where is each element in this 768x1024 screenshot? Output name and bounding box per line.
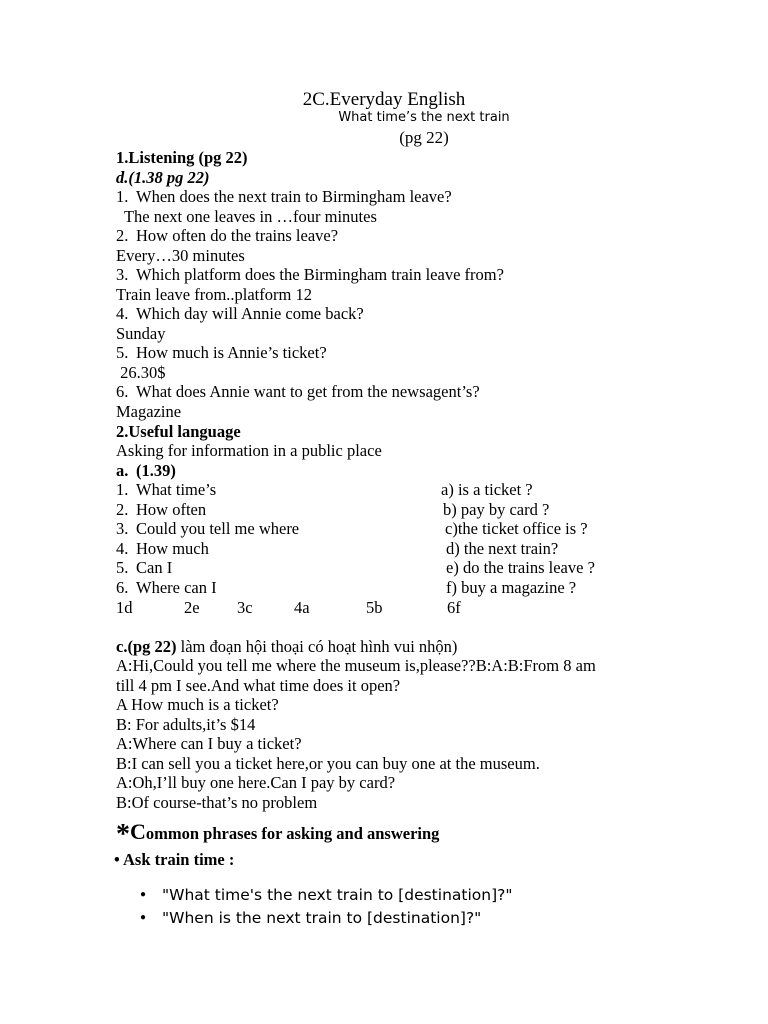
match-right-e: e) do the trains leave ? — [446, 558, 595, 577]
match-left-2: 2. How often — [116, 500, 207, 519]
question-1: 1. When does the next train to Birmingham leave? — [116, 187, 452, 206]
exercise-a-label: a. (1.39) — [116, 461, 176, 480]
question-6: 6. What does Annie want to get from the newsagent’s? — [116, 382, 480, 401]
answer-3: Train leave from..platform 12 — [116, 285, 312, 304]
match-right-a: a) is a ticket ? — [441, 480, 533, 499]
dialogue-line-3: A How much is a ticket? — [116, 695, 279, 714]
answer-key-3: 3c — [237, 598, 253, 617]
match-right-c: c)the ticket office is ? — [445, 519, 588, 538]
dialogue-line-1: A:Hi,Could you tell me where the museum is,please??B:A:B:From 8 am — [116, 656, 596, 675]
common-phrases-heading: *Common phrases for asking and answering — [116, 819, 440, 850]
match-left-4: 4. How much — [116, 539, 209, 558]
page-reference: (pg 22) — [399, 128, 449, 147]
useful-language-heading: 2.Useful language — [116, 422, 241, 441]
answer-2: Every…30 minutes — [116, 246, 245, 265]
question-2: 2. How often do the trains leave? — [116, 226, 339, 245]
page-subtitle: What time’s the next train — [338, 110, 510, 125]
dialogue-line-8: B:Of course-that’s no problem — [116, 793, 318, 812]
answer-1: The next one leaves in …four minutes — [116, 207, 377, 226]
dialogue-line-5: A:Where can I buy a ticket? — [116, 734, 302, 753]
match-right-f: f) buy a magazine ? — [446, 578, 577, 597]
match-left-6: 6. Where can I — [116, 578, 217, 597]
match-left-3: 3. Could you tell me where — [116, 519, 300, 538]
phrase-bullet-2: "When is the next train to [destination]?" — [162, 909, 482, 927]
useful-language-intro: Asking for information in a public place — [116, 441, 382, 460]
match-right-b: b) pay by card ? — [443, 500, 550, 519]
answer-key-5: 5b — [366, 598, 383, 617]
answer-key-1: 1d — [116, 598, 133, 617]
dialogue-line-2: till 4 pm I see.And what time does it open? — [116, 676, 401, 695]
answer-key-6: 6f — [447, 598, 461, 617]
answer-key-4: 4a — [294, 598, 310, 617]
answer-6: Magazine — [116, 402, 182, 421]
dialogue-line-6: B:I can sell you a ticket here,or you can buy one at the museum. — [116, 754, 540, 773]
question-3: 3. Which platform does the Birmingham train leave from? — [116, 265, 504, 284]
bullet-dot-icon: ● — [140, 889, 147, 900]
answer-4: Sunday — [116, 324, 166, 343]
dialogue-line-7: A:Oh,I’ll buy one here.Can I pay by card? — [116, 773, 396, 792]
match-right-d: d) the next train? — [446, 539, 559, 558]
phrase-bullet-1: "What time's the next train to [destination]?" — [162, 886, 513, 904]
dialogue-heading: c.(pg 22) làm đoạn hội thoại có hoạt hình vui nhộn) — [116, 637, 458, 656]
match-left-1: 1. What time’s — [116, 480, 217, 499]
question-4: 4. Which day will Annie come back? — [116, 304, 364, 323]
ask-train-time-heading: • Ask train time : — [114, 850, 235, 869]
answer-5: 26.30$ — [116, 363, 166, 382]
dialogue-line-4: B: For adults,it’s $14 — [116, 715, 256, 734]
listening-heading: 1.Listening (pg 22) — [116, 148, 248, 167]
listening-subheading: d.(1.38 pg 22) — [116, 168, 210, 187]
page-title: 2C.Everyday English — [302, 89, 466, 110]
bullet-dot-icon: ● — [140, 912, 147, 923]
question-5: 5. How much is Annie’s ticket? — [116, 343, 327, 362]
answer-key-2: 2e — [184, 598, 200, 617]
match-left-5: 5. Can I — [116, 558, 173, 577]
